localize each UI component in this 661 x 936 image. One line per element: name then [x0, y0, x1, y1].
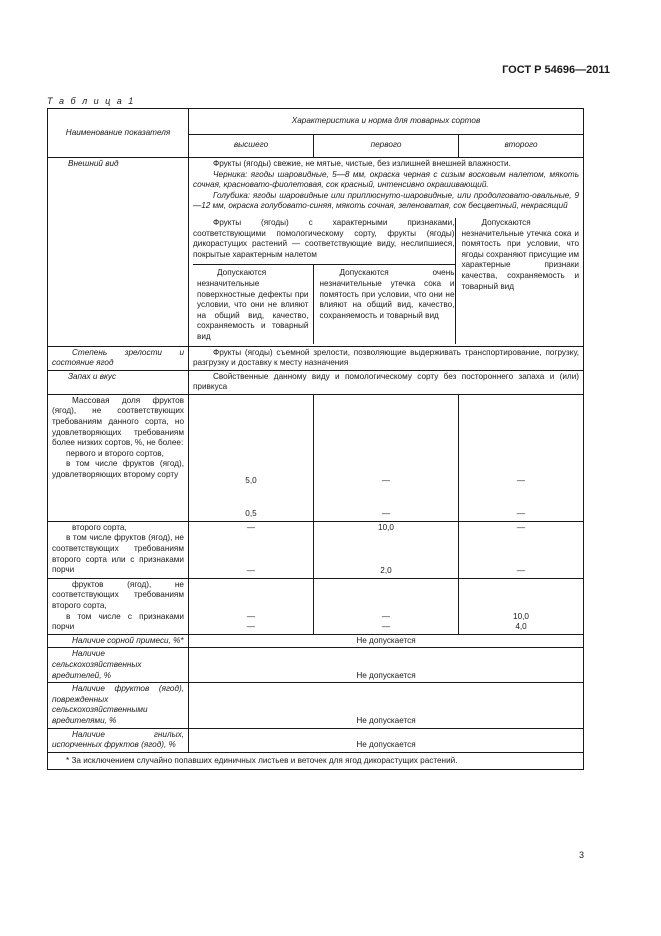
row-pests [48, 648, 584, 683]
header-indicator: Наименование показателя [48, 109, 189, 158]
mass-r3-sub-higher: — [246, 622, 256, 632]
appearance-common: Фрукты (ягоды) с характерными признаками, соответствующими помологическому сорту, фрукты (ягоды) дикорастущих растений — соответствующие виду, неслипшиеся, покрытые характерным налетом [193, 217, 455, 259]
pests-label: Наличие сельскохозяйственных вредителей, % [48, 648, 189, 683]
row-appearance [48, 158, 584, 347]
maturity-label: Степень зрелости и состояние ягод [48, 346, 189, 370]
appearance-general: Фрукты (ягоды) свежие, не мятые, чистые, без излишней внешней влажности. [213, 159, 511, 168]
mass-r3-second: 10,0 [513, 611, 529, 621]
smell-text: Свойственные данному виду и помологическому сорту без постороннего запаха и (или) привкуса [193, 371, 580, 392]
quality-table [47, 108, 584, 770]
row-maturity [48, 346, 584, 370]
mass-r3-sub-first: — [381, 622, 391, 632]
row-mass-3 [48, 578, 584, 634]
mass-r3-sub: в том числе с признаками порчи [52, 611, 184, 632]
mass-r3-higher: — [246, 611, 256, 621]
header-grade-first: первого [314, 134, 459, 157]
pests-value: Не допускается [189, 648, 584, 683]
page-number: 3 [578, 850, 584, 860]
damaged-value: Не допускается [189, 683, 584, 728]
mass-r2-sub-higher: — [246, 566, 256, 576]
header-row [48, 109, 584, 135]
damaged-label: Наличие фруктов (ягод), поврежденных сельскохозяйственными вредителями, % [48, 683, 189, 728]
header-grade-second: второго [459, 134, 584, 157]
mass-label-2 [48, 521, 189, 578]
mass-r3-sub-second: 4,0 [515, 622, 527, 632]
appearance-bilberry: Черника: ягоды шаровидные, 5—8 мм, окраска черная с сизым восковым налетом, мякоть сочная, красновато-фиолетовая, сок красный, интенсивно окрашивающий. [193, 169, 580, 190]
row-mass-1 [48, 394, 584, 521]
mass-r2-sub-second: — [516, 566, 526, 576]
mass-r1-sub: в том числе фруктов (ягод), удовлетворяющих второму сорту [52, 459, 184, 480]
mass-r1-higher: 5,0 [245, 475, 257, 485]
row-mass-2 [48, 521, 584, 578]
mass-r1-sub-first: — [381, 509, 391, 519]
row-smell [48, 370, 584, 394]
row-weed [48, 634, 584, 648]
mass-r2-sub: в том числе фруктов (ягод), не соответствующих требованиям второго сорта или с признаками порчи [52, 533, 184, 575]
footnote: * За исключением случайно попавших единичных листьев и веточек для ягод дикорастущих растений. [48, 752, 584, 770]
mass-r1-first: — [381, 475, 391, 485]
appearance-label: Внешний вид [48, 158, 189, 347]
header-group: Характеристика и норма для товарных сортов [189, 109, 584, 135]
mass-r1-label: первого и второго сортов, [66, 448, 164, 458]
weed-label: Наличие сорной примеси, %* [48, 634, 189, 648]
mass-r2-second: — [516, 522, 526, 532]
maturity-text: Фрукты (ягоды) съемной зрелости, позволяющие выдерживать транспортирование, погрузку, разгрузку и доставку к месту назначения [193, 347, 580, 368]
row-footnote [48, 752, 584, 770]
mass-r3-first: — [381, 611, 391, 621]
smell-label: Запах и вкус [48, 370, 189, 394]
appearance-blueberry: Голубика: ягоды шаровидные или приплюснуто-шаровидные, или продолговато-овальные, 9—12 мм, окраска голубовато-синяя, мякоть сочная, зеленоватая, сок бесцветный, некрасящий [193, 190, 580, 211]
rotten-value: Не допускается [189, 728, 584, 752]
document-code: ГОСТ Р 54696—2011 [502, 64, 610, 76]
mass-r3-label: фруктов (ягод), не соответствующих требованиям второго сорта, [52, 579, 184, 611]
mass-label-1 [48, 394, 189, 521]
mass-r1-sub-higher: 0,5 [245, 509, 257, 519]
appearance-grades [193, 218, 579, 344]
mass-intro: Массовая доля фруктов (ягод), не соответствующих требованиям данного сорта, но удовлетворяющих требованиям более низких сортов, %, не более: [52, 395, 184, 448]
header-grade-higher: высшего [189, 134, 314, 157]
row-damaged [48, 683, 584, 728]
table-caption: Т а б л и ц а 1 [47, 96, 136, 106]
mass-r2-label: второго сорта, [72, 522, 127, 532]
appearance-cell [189, 158, 584, 347]
row-rotten [48, 728, 584, 752]
mass-r2-first: 10,0 [378, 522, 394, 532]
appearance-second: Допускаются незначительные утечка сока и помятость при условии, что ягоды сохраняют присущие им характерные признаки качества, сохраняемость и товарный вид [461, 217, 580, 291]
weed-value: Не допускается [189, 634, 584, 648]
appearance-higher: Допускаются незначительные поверхностные дефекты при условии, что они не влияют на общий вид, качество, сохраняемость и товарный вид [197, 268, 309, 341]
mass-r2-higher: — [246, 522, 256, 532]
mass-label-3 [48, 578, 189, 634]
mass-r1-second: — [516, 475, 526, 485]
appearance-first: Допускаются очень незначительные утечка сока и помятость при условии, что они не влияют на общий вид, качество, сохраняемость и товарный вид [319, 268, 455, 320]
mass-r1-sub-second: — [516, 509, 526, 519]
mass-r2-sub-first: 2,0 [380, 566, 392, 576]
rotten-label: Наличие гнилых, испорченных фруктов (ягод), % [48, 728, 189, 752]
